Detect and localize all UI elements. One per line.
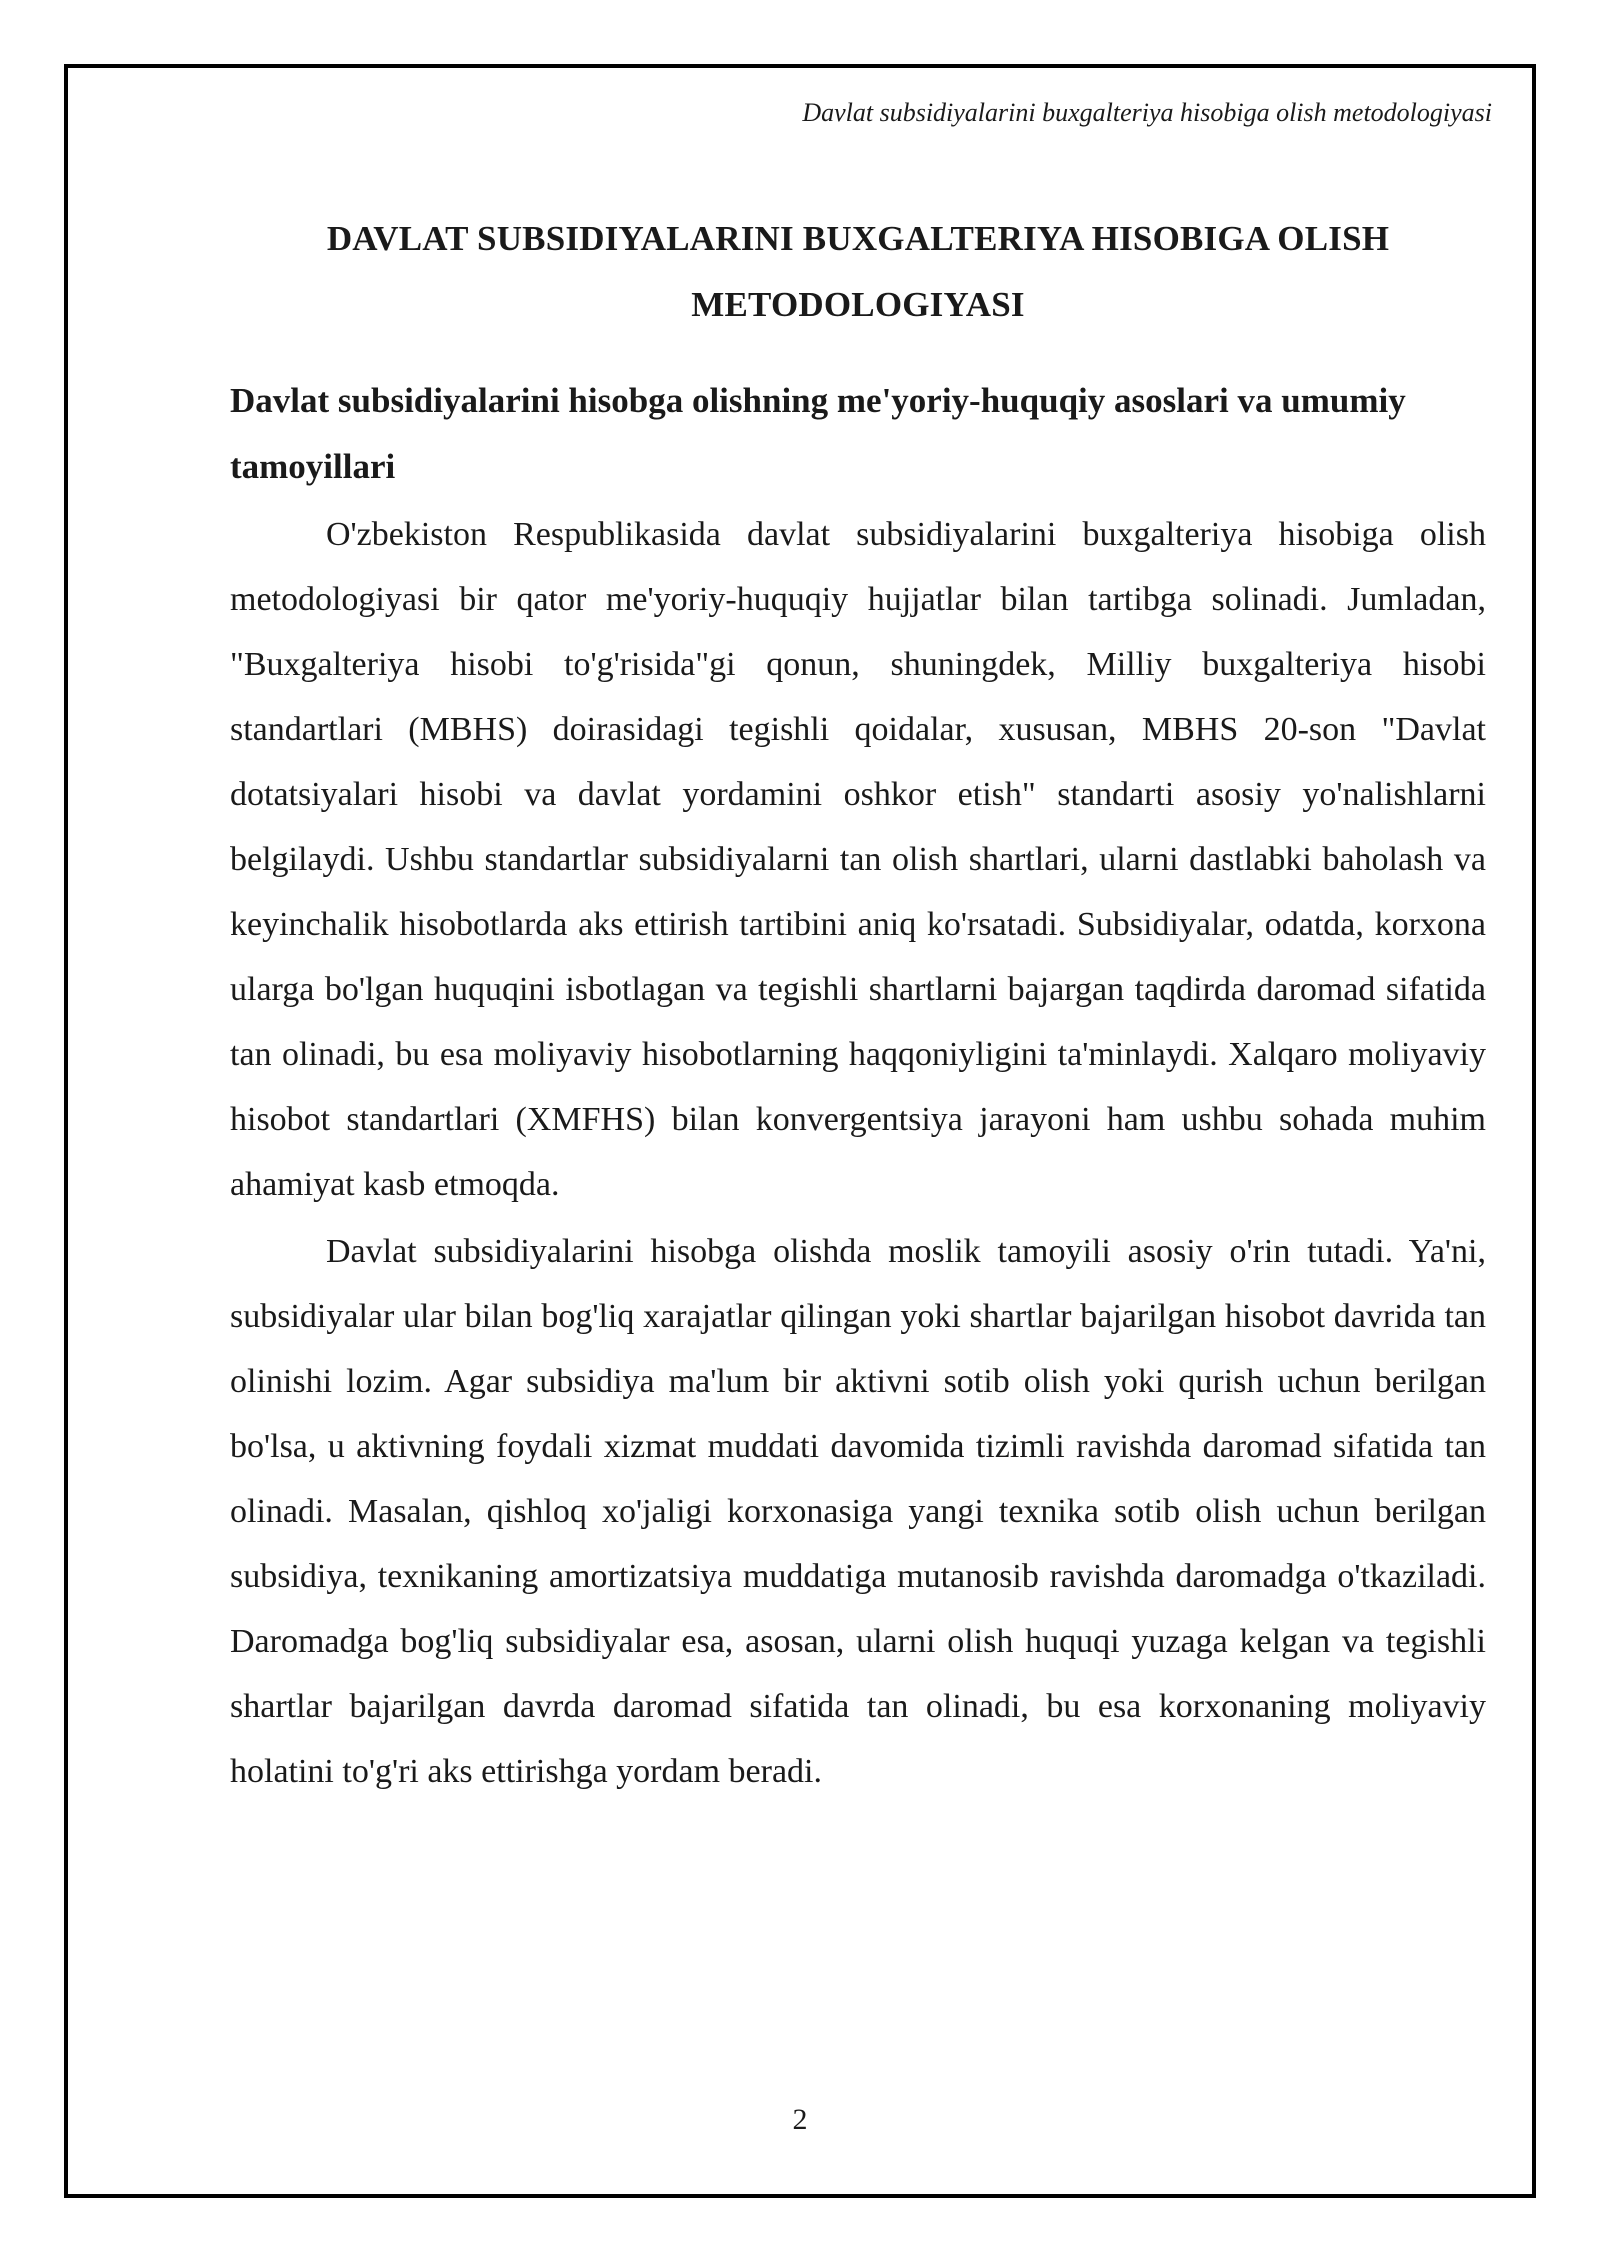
page-number: 2	[792, 2103, 808, 2136]
section-heading: Davlat subsidiyalarini hisobga olishning me'yoriy-huquqiy asoslari va umumiy tamoyillari	[230, 381, 1406, 486]
page-content	[230, 206, 1486, 1804]
body-paragraph-2: Davlat subsidiyalarini hisobga olishda moslik tamoyili asosiy o'rin tutadi. Ya'ni, subsidiyalar ular bilan bog'liq xarajatlar qilingan yoki shartlar bajarilgan hisobot davrida tan olinishi lozim. Agar subsidiya ma'lum bir aktivni sotib olish yoki qurish uchun berilgan bo'lsa, u aktivning foydali xizmat muddati davomida tizimli ravishda daromad sifatida tan olinadi. Masalan, qishloq xo'jaligi korxonasiga yangi texnika sotib olish uchun berilgan subsidiya, texnikaning amortizatsiya muddatiga mutanosib ravishda daromadga o'tkaziladi. Daromadga bog'liq subsidiyalar esa, asosan, ularni olish huquqi yuzaga kelgan va tegishli shartlar bajarilgan davrda daromad sifatida tan olinadi, bu esa korxonaning moliyaviy holatini to'g'ri aks ettirishga yordam beradi.	[230, 1233, 1486, 1790]
document-title: DAVLAT SUBSIDIYALARINI BUXGALTERIYA HISOBIGA OLISH METODOLOGIYASI	[326, 219, 1390, 324]
running-header: Davlat subsidiyalarini buxgalteriya hisobiga olish metodologiyasi	[802, 98, 1492, 127]
body-paragraph-1: O'zbekiston Respublikasida davlat subsidiyalarini buxgalteriya hisobiga olish metodologiyasi bir qator me'yoriy-huquqiy hujjatlar bilan tartibga solinadi. Jumladan, "Buxgalteriya hisobi to'g'risida"gi qonun, shuningdek, Milliy buxgalteriya hisobi standartlari (MBHS) doirasidagi tegishli qoidalar, xususan, MBHS 20-son "Davlat dotatsiyalari hisobi va davlat yordamini oshkor etish" standarti asosiy yo'nalishlarni belgilaydi. Ushbu standartlar subsidiyalarni tan olish shartlari, ularni dastlabki baholash va keyinchalik hisobotlarda aks ettirish tartibini aniq ko'rsatadi. Subsidiyalar, odatda, korxona ularga bo'lgan huquqini isbotlagan va tegishli shartlarni bajargan taqdirda daromad sifatida tan olinadi, bu esa moliyaviy hisobotlarning haqqoniyligini ta'minlaydi. Xalqaro moliyaviy hisobot standartlari (XMFHS) bilan konvergentsiya jarayoni ham ushbu sohada muhim ahamiyat kasb etmoqda.	[230, 516, 1486, 1203]
